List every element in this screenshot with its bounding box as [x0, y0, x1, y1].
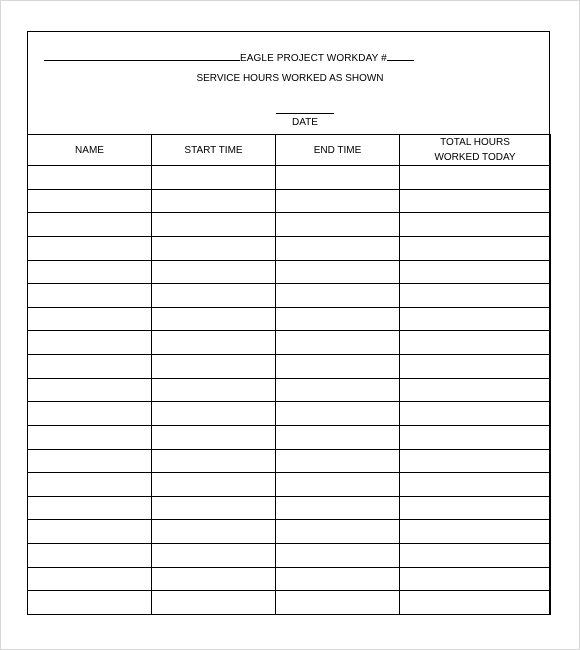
start-time-cell[interactable] [152, 331, 276, 355]
column-header-name: NAME [28, 135, 152, 166]
end-time-cell[interactable] [276, 284, 400, 308]
start-time-cell[interactable] [152, 544, 276, 568]
name-cell[interactable] [28, 331, 152, 355]
date-label: DATE [292, 117, 318, 128]
name-cell[interactable] [28, 284, 152, 308]
start-time-cell[interactable] [152, 496, 276, 520]
end-time-cell[interactable] [276, 213, 400, 237]
table-row [28, 425, 551, 449]
table-row [28, 166, 551, 190]
end-time-cell[interactable] [276, 331, 400, 355]
table-row [28, 496, 551, 520]
total-hours-cell[interactable] [400, 284, 551, 308]
name-cell[interactable] [28, 166, 152, 190]
end-time-cell[interactable] [276, 449, 400, 473]
name-cell[interactable] [28, 355, 152, 379]
column-header-end-time: END TIME [276, 135, 400, 166]
total-hours-cell[interactable] [400, 236, 551, 260]
name-cell[interactable] [28, 236, 152, 260]
start-time-cell[interactable] [152, 355, 276, 379]
name-cell[interactable] [28, 591, 152, 615]
end-time-cell[interactable] [276, 496, 400, 520]
total-hours-cell[interactable] [400, 378, 551, 402]
table-row [28, 307, 551, 331]
project-name-blank[interactable] [44, 51, 240, 61]
total-hours-line1: TOTAL HOURS [440, 137, 510, 148]
table-row [28, 189, 551, 213]
total-hours-cell[interactable] [400, 449, 551, 473]
end-time-cell[interactable] [276, 260, 400, 284]
start-time-cell[interactable] [152, 166, 276, 190]
table-row [28, 378, 551, 402]
start-time-cell[interactable] [152, 402, 276, 426]
name-cell[interactable] [28, 307, 152, 331]
start-time-cell[interactable] [152, 284, 276, 308]
start-time-cell[interactable] [152, 307, 276, 331]
total-hours-cell[interactable] [400, 496, 551, 520]
name-cell[interactable] [28, 496, 152, 520]
name-cell[interactable] [28, 260, 152, 284]
start-time-cell[interactable] [152, 236, 276, 260]
name-cell[interactable] [28, 544, 152, 568]
total-hours-cell[interactable] [400, 402, 551, 426]
total-hours-cell[interactable] [400, 189, 551, 213]
name-cell[interactable] [28, 473, 152, 497]
name-cell[interactable] [28, 449, 152, 473]
workday-title [44, 51, 414, 64]
end-time-cell[interactable] [276, 567, 400, 591]
total-hours-cell[interactable] [400, 544, 551, 568]
total-hours-cell[interactable] [400, 591, 551, 615]
table-row [28, 402, 551, 426]
total-hours-cell[interactable] [400, 213, 551, 237]
form-subtitle: SERVICE HOURS WORKED AS SHOWN [196, 73, 384, 84]
end-time-cell[interactable] [276, 473, 400, 497]
end-time-cell[interactable] [276, 378, 400, 402]
total-hours-cell[interactable] [400, 473, 551, 497]
table-row [28, 567, 551, 591]
start-time-cell[interactable] [152, 213, 276, 237]
end-time-cell[interactable] [276, 236, 400, 260]
table-body [28, 166, 551, 615]
name-cell[interactable] [28, 189, 152, 213]
hours-table [27, 134, 551, 615]
name-cell[interactable] [28, 378, 152, 402]
end-time-cell[interactable] [276, 166, 400, 190]
end-time-cell[interactable] [276, 402, 400, 426]
total-hours-cell[interactable] [400, 425, 551, 449]
total-hours-cell[interactable] [400, 355, 551, 379]
table-row [28, 331, 551, 355]
total-hours-cell[interactable] [400, 520, 551, 544]
table-row [28, 213, 551, 237]
name-cell[interactable] [28, 567, 152, 591]
start-time-cell[interactable] [152, 449, 276, 473]
name-cell[interactable] [28, 425, 152, 449]
end-time-cell[interactable] [276, 425, 400, 449]
name-cell[interactable] [28, 520, 152, 544]
table-row [28, 236, 551, 260]
table-row [28, 544, 551, 568]
end-time-cell[interactable] [276, 189, 400, 213]
total-hours-cell[interactable] [400, 567, 551, 591]
table-row [28, 284, 551, 308]
end-time-cell[interactable] [276, 591, 400, 615]
table-row [28, 591, 551, 615]
column-header-total-hours [400, 135, 551, 166]
total-hours-cell[interactable] [400, 331, 551, 355]
table-row [28, 520, 551, 544]
end-time-cell[interactable] [276, 520, 400, 544]
table-header-row [28, 135, 551, 166]
workday-number-blank[interactable] [387, 51, 414, 61]
table-row [28, 449, 551, 473]
start-time-cell[interactable] [152, 425, 276, 449]
start-time-cell[interactable] [152, 378, 276, 402]
workday-title-text: EAGLE PROJECT WORKDAY # [240, 53, 387, 64]
table-row [28, 260, 551, 284]
name-cell[interactable] [28, 402, 152, 426]
total-hours-cell[interactable] [400, 166, 551, 190]
start-time-cell[interactable] [152, 567, 276, 591]
end-time-cell[interactable] [276, 544, 400, 568]
start-time-cell[interactable] [152, 189, 276, 213]
table-row [28, 355, 551, 379]
total-hours-line2: WORKED TODAY [434, 152, 516, 163]
column-header-start-time: START TIME [152, 135, 276, 166]
total-hours-cell[interactable] [400, 260, 551, 284]
end-time-cell[interactable] [276, 355, 400, 379]
table-row [28, 473, 551, 497]
start-time-cell[interactable] [152, 473, 276, 497]
name-cell[interactable] [28, 213, 152, 237]
total-hours-cell[interactable] [400, 307, 551, 331]
date-blank[interactable] [276, 113, 334, 114]
start-time-cell[interactable] [152, 591, 276, 615]
start-time-cell[interactable] [152, 260, 276, 284]
end-time-cell[interactable] [276, 307, 400, 331]
start-time-cell[interactable] [152, 520, 276, 544]
